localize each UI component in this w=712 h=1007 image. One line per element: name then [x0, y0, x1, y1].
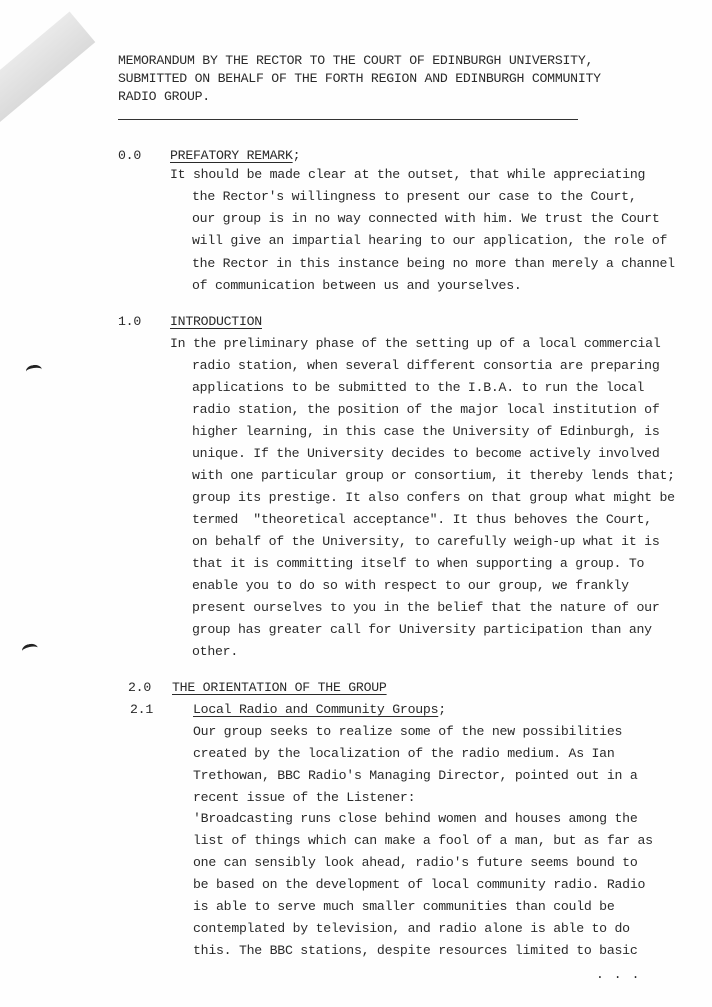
paragraph-line: radio station, the position of the major local institution of — [192, 402, 660, 417]
paragraph-line: group its prestige. It also confers on that group what might be — [192, 490, 675, 505]
section-title — [170, 148, 300, 164]
section-title-text: INTRODUCTION — [170, 314, 262, 329]
header-line: SUBMITTED ON BEHALF OF THE FORTH REGION AND EDINBURGH COMMUNITY — [118, 71, 601, 86]
section-number: 0.0 — [118, 148, 141, 163]
section-number: 1.0 — [118, 314, 141, 329]
paragraph-line: radio station, when several different consortia are preparing — [192, 358, 660, 373]
quote-line: this. The BBC stations, despite resources limited to basic — [193, 943, 638, 958]
paragraph-line: created by the localization of the radio medium. As Ian — [193, 746, 615, 761]
paragraph-line: that it is committing itself to when supporting a group. To — [192, 556, 645, 571]
paragraph-line: termed "theoretical acceptance". It thus behoves the Court, — [192, 512, 652, 527]
quote-line: list of things which can make a fool of a man, but as far as — [193, 833, 653, 848]
paragraph-line: group has greater call for University participation than any — [192, 622, 652, 637]
paragraph-line: applications to be submitted to the I.B.A. to run the local — [192, 380, 645, 395]
subsection-number: 2.1 — [130, 702, 153, 717]
paragraph-line: recent issue of the Listener: — [193, 790, 416, 805]
section-title — [172, 680, 387, 696]
section-title — [170, 314, 262, 330]
paragraph-line: on behalf of the University, to carefully weigh-up what it is — [192, 534, 660, 549]
header-line: MEMORANDUM BY THE RECTOR TO THE COURT OF EDINBURGH UNIVERSITY, — [118, 53, 594, 68]
paragraph-line: higher learning, in this case the University of Edinburgh, is — [192, 424, 660, 439]
header-divider — [118, 119, 578, 120]
paragraph-line: Our group seeks to realize some of the new possibilities — [193, 724, 623, 739]
header-line: RADIO GROUP. — [118, 89, 210, 104]
paragraph-line: of communication between us and yourselves. — [192, 278, 522, 293]
section-title-text: PREFATORY REMARK — [170, 148, 293, 163]
paragraph-line: Trethowan, BBC Radio's Managing Director, pointed out in a — [193, 768, 638, 783]
paragraph-line: will give an impartial hearing to our application, the role of — [192, 233, 668, 248]
paragraph-line: our group is in no way connected with him. We trust the Court — [192, 211, 660, 226]
section-number: 2.0 — [128, 680, 151, 695]
paragraph-line: present ourselves to you in the belief that the nature of our — [192, 600, 660, 615]
paragraph-line: with one particular group or consortium, it thereby lends that; — [192, 468, 675, 483]
paragraph-line: unique. If the University decides to become actively involved — [192, 446, 660, 461]
paragraph-line: other. — [192, 644, 238, 659]
continuation-dots: ... — [596, 967, 650, 982]
paragraph-line: In the preliminary phase of the setting up of a local commercial — [170, 336, 661, 351]
subsection-title — [193, 702, 446, 718]
section-title-text: THE ORIENTATION OF THE GROUP — [172, 680, 387, 695]
subsection-title-suffix: ; — [438, 702, 446, 717]
paragraph-line: the Rector in this instance being no more than merely a channel — [192, 256, 675, 271]
quote-line: is able to serve much smaller communities than could be — [193, 899, 615, 914]
section-title-suffix: ; — [292, 148, 301, 163]
paragraph-line: the Rector's willingness to present our case to the Court, — [192, 189, 637, 204]
paragraph-line: It should be made clear at the outset, that while appreciating — [170, 167, 646, 182]
punch-hole-mark — [25, 364, 42, 377]
quote-line: 'Broadcasting runs close behind women and houses among the — [193, 811, 638, 826]
paragraph-line: enable you to do so with respect to our group, we frankly — [192, 578, 629, 593]
quote-line: contemplated by television, and radio alone is able to do — [193, 921, 630, 936]
page-corner-shadow — [0, 11, 95, 125]
quote-line: one can sensibly look ahead, radio's future seems bound to — [193, 855, 638, 870]
subsection-title-text: Local Radio and Community Groups — [193, 702, 439, 717]
punch-hole-mark — [21, 642, 39, 656]
quote-line: be based on the development of local community radio. Radio — [193, 877, 646, 892]
